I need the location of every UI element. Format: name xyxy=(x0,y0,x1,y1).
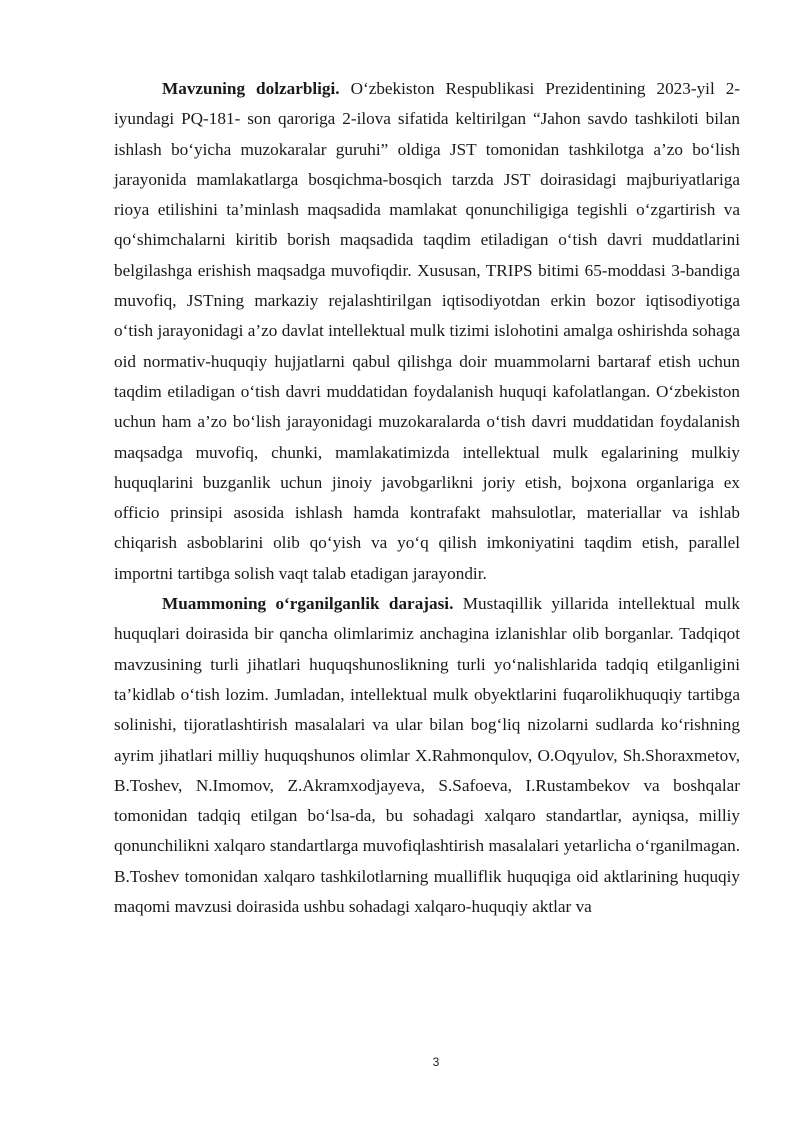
paragraph-relevance xyxy=(114,74,740,589)
page-number: 3 xyxy=(432,1055,440,1069)
document-body xyxy=(114,74,740,922)
paragraph-heading-relevance: Mavzuning dolzarbligi. xyxy=(162,79,340,98)
paragraph-research-degree xyxy=(114,589,740,922)
paragraph-text-research-degree: Mustaqillik yillarida intellektual mulk huquqlari doirasida bir qancha olimlarimiz anchagina izlanishlar olib borganlar. Tadqiqot mavzusining turli jihatlari huquqshunoslikning turli yo‘nalishlarida tadqiq etilganligini ta’kidlab o‘tish lozim. Jumladan, intellektual mulk obyektlarini fuqarolikhuquqiy tartibga solinishi, tijoratlashtirish masalalari va ular bilan bog‘liq nizolarni sudlarda ko‘rishning ayrim jihatlari milliy huquqshunos olimlar X.Rahmonqulov, O.Oqyulov, Sh.Shoraxmetov, B.Toshev, N.Imomov, Z.Akramxodjayeva, S.Safoeva, I.Rustambekov va boshqalar tomonidan tadqiq etilgan bo‘lsa-da, bu sohadagi xalqaro standartlar, ayniqsa, milliy qonunchilikni xalqaro standartlarga muvofiqlashtirish masalalari yetarlicha o‘rganilmagan. B.Toshev tomonidan xalqaro tashkilotlarning mualliflik huquqiga oid aktlarining huquqiy maqomi mavzusi doirasida ushbu sohadagi xalqaro-huquqiy aktlar va xyxy=(114,594,740,917)
paragraph-heading-research-degree: Muammoning o‘rganilganlik darajasi. xyxy=(162,594,454,614)
paragraph-text-relevance: O‘zbekiston Respublikasi Prezidentining 2023-yil 2-iyundagi PQ-181- son qaroriga 2-ilova sifatida keltirilgan “Jahon savdo tashkiloti bilan ishlash bo‘yicha muzokaralar guruhi” oldiga JST tomonidan tashkilotga a’zo bo‘lish jarayonida mamlakatlarga bosqichma-bosqich tarzda JST doirasidagi majburiyatlariga rioya etilishini ta’minlash maqsadida mamlakat qonunchiligiga tegishli o‘zgartirish va qo‘shimchalarni kiritib borish maqsadida taqdim etiladigan o‘tish davri muddatlarini belgilashga erishish maqsadga muvofiqdir. Xususan, TRIPS bitimi 65-moddasi 3-bandiga muvofiq, JSTning markaziy rejalashtirilgan iqtisodiyotdan erkin bozor iqtisodiyotiga o‘tish jarayonidagi a’zo davlat intellektual mulk tizimi islohotini amalga oshirishda sohaga oid normativ-huquqiy hujjatlarni qabul qilishga doir muammolarni bartaraf etish uchun taqdim etiladigan o‘tish davri muddatidan foydalanish huquqi kafolatlangan. O‘zbekiston uchun ham a’zo bo‘lish jarayonidagi muzokaralarda o‘tish davri muddatidan foydalanish maqsadga muvofiq, chunki, mamlakatimizda intellektual mulk egalarining mulkiy huquqlarini buzganlik uchun jinoiy javobgarlikni joriy etish, bojxona organlariga ex officio prinsipi asosida ishlash hamda kontrafakt mahsulotlar, materiallar va ishlab chiqarish asboblarini olib qo‘yish va yo‘q qilish imkoniyatini taqdim etish, parallel importni tartibga solish vaqt talab etadigan jarayondir. xyxy=(114,79,741,583)
